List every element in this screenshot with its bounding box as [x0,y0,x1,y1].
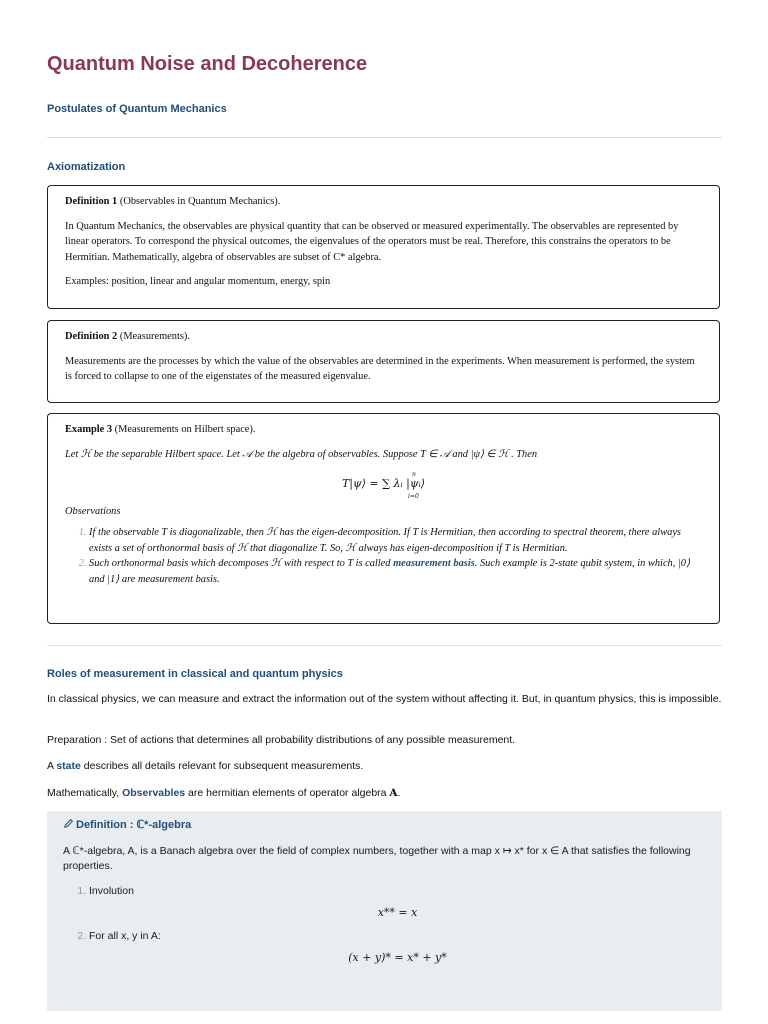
divider [47,137,722,138]
definition-2-box [47,320,720,403]
definition-2-text: Measurements are the processes by which the value of the observables are determined in the experiments. When measurement is performed, the system is forced to collapse to one of the eigenstates of the measured eigenvalue. [65,355,695,382]
observation-item: 2. Such orthonormal basis which decomposes ℋ with respect to T is called measurement basis. Such example is 2-state qubit system, in which, |0⟩ and |1⟩ are measurement basis. [89,556,702,587]
definition-1-heading: Definition 1 (Observables in Quantum Mechanics). [65,196,281,207]
example-3-heading: Example 3 (Measurements on Hilbert space). [65,424,256,435]
measurement-basis-link[interactable]: measurement basis [393,558,475,569]
paragraph-observables: Mathematically, Observables are hermitian elements of operator algebra A. [47,787,401,799]
equation-involution: x** = x [377,906,418,919]
observables-link[interactable]: Observables [122,787,186,799]
example-3-text: Let ℋ be the separable Hilbert space. Let 𝒜 be the algebra of observables. Suppose T ∈ 𝒜 and |ψ⟩ ∈ ℋ . Then [65,448,538,460]
definition-2-heading: Definition 2 (Measurements). [65,331,190,342]
callout-text: A ℂ*-algebra, A, is a Banach algebra over the field of complex numbers, together with a map x ↦ x* for x ∈ A that satisfies the following properties. [63,844,691,872]
section-heading: Postulates of Quantum Mechanics [47,103,227,115]
subsection-heading-roles: Roles of measurement in classical and quantum physics [47,668,343,680]
property-item: 2. For all x, y in A: (x + y)* = x* + y* [89,929,706,966]
observation-item: 1. If the observable T is diagonalizable, then ℋ has the eigen-decomposition. If T is Hermitian, then according to spectral theorem, there always exists a set of orthonormal basis of ℋ that diagonalize T. So, ℋ always has eigen-decomposition if T is Hermitian. [89,525,702,556]
callout-properties-list [63,884,706,966]
page-title: Quantum Noise and Decoherence [47,53,368,75]
definition-1-examples: Examples: position, linear and angular momentum, energy, spin [65,276,331,287]
subsection-heading-axiomatization: Axiomatization [47,161,126,173]
paragraph-state: A state describes all details relevant for subsequent measurements. [47,760,364,772]
definition-callout [47,811,722,1011]
pencil-icon [63,818,74,829]
divider [47,645,722,646]
observations-list [65,525,702,587]
example-3-box [47,413,720,624]
equation-additivity: (x + y)* = x* + y* [348,951,447,964]
property-item: 1. Involution x** = x [89,884,706,921]
paragraph-preparation: Preparation : Set of actions that determines all probability distributions of any possible measurement. [47,734,516,746]
definition-1-box [47,185,720,309]
example-3-equation: T|ψ⟩ = ∑ λᵢ |ψᵢ⟩ n i=0 [341,471,426,500]
callout-heading: Definition : ℂ*-algebra [63,818,706,834]
paragraph-classical: In classical physics, we can measure and extract the information out of the system without affecting it. But, in quantum physics, this is impossible. [47,693,722,705]
observations-label: Observations [65,505,121,517]
definition-1-text: In Quantum Mechanics, the observables are physical quantity that can be observed or measured experimentally. The observables are represented by linear operators. To correspond the physical outcomes, the eigenvalues of the operators must be real. Therefore, this constrains the operators to be Hermitian. Mathematically, algebra of observables are subset of C* algebra. [65,220,679,263]
state-link[interactable]: state [56,760,81,772]
